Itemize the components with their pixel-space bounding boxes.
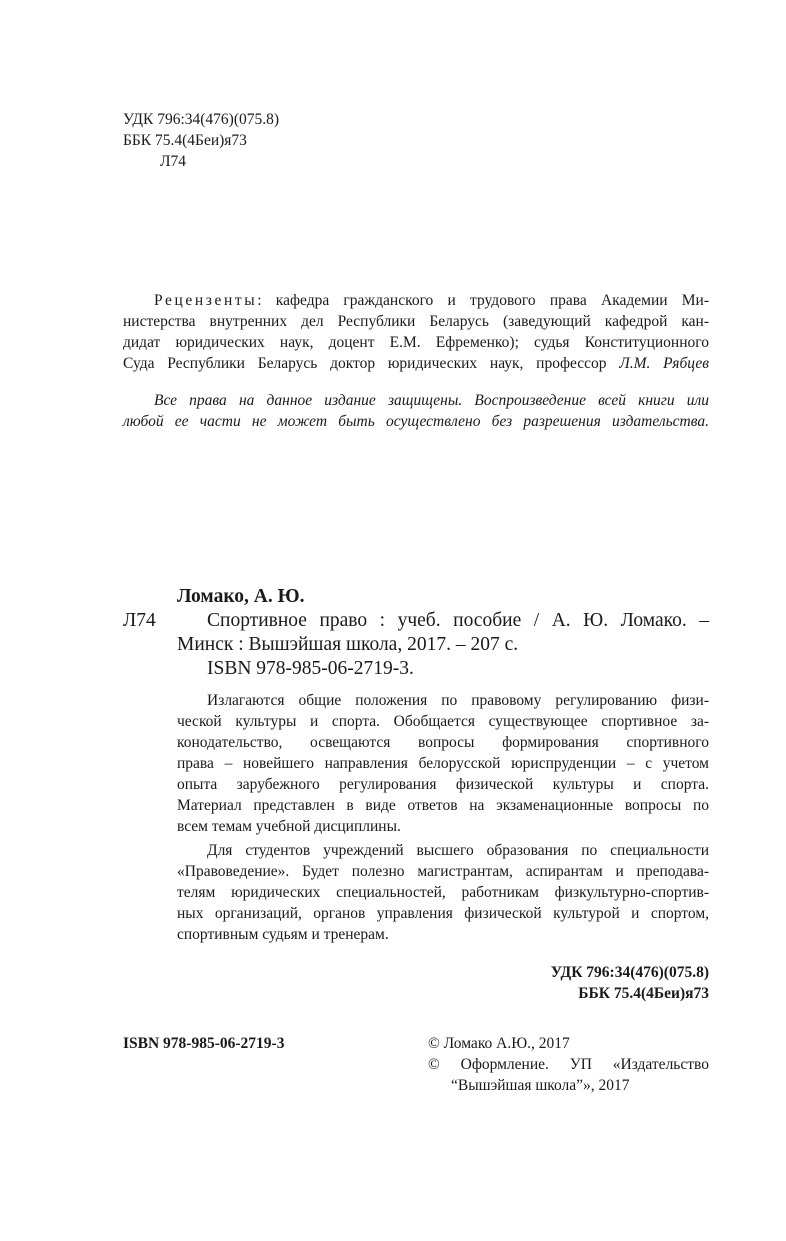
catalog-title-line: Спортивное право : учеб. пособие / А. Ю. Ломако. – (207, 610, 709, 631)
author-sign: Л74 (160, 153, 187, 170)
catalog-sign: Л74 (123, 610, 156, 631)
rights-notice (123, 390, 709, 432)
reviewers-line-2: нистерства внутренних дел Республики Беларусь (заведующий кафедрой кан- (123, 313, 709, 330)
abstract-line: опыта зарубежного регулирования физической культуры и спорта. (177, 776, 709, 793)
audience-line: Для студентов учреждений высшего образования по специальности (207, 842, 709, 859)
copyright-design-line-2: “Вышэйшая школа”», 2017 (451, 1077, 630, 1094)
catalog-isbn-line: ISBN 978-985-06-2719-3. (207, 658, 414, 679)
audience-line: «Правоведение». Будет полезно магистрантам, аспирантам и преподава- (177, 863, 709, 880)
reviewers-line-4 (123, 353, 709, 374)
reviewer-name: Л.М. Рябцев (619, 355, 709, 372)
footer-bbk-code: ББК 75.4(4Беи)я73 (578, 985, 709, 1002)
abstract-line: Материал представлен в виде ответов на экзаменационные вопросы по (177, 797, 709, 814)
rights-line-1: Все права на данное издание защищены. Воспроизведение всей книги или (154, 392, 709, 409)
isbn-number: ISBN 978-985-06-2719-3 (123, 1035, 285, 1052)
abstract-line: конодательство, освещаются вопросы формирования спортивного (177, 734, 709, 751)
catalog-publisher-line: Минск : Вышэйшая школа, 2017. – 207 с. (177, 634, 519, 655)
abstract-line: ческой культуры и спорта. Обобщается существующее спортивное за- (177, 713, 709, 730)
copyright-design-block (428, 1054, 709, 1075)
catalog-author: Ломако, А. Ю. (177, 586, 305, 607)
audience-line: спортивным судьям и тренерам. (177, 926, 389, 943)
reviewers-label: Рецензенты (154, 292, 258, 309)
bbk-code: ББК 75.4(4Беи)я73 (123, 132, 247, 149)
copyright-design-line-1: © Оформление. УП «Издательство (428, 1056, 709, 1073)
footer-udc-code: УДК 796:34(476)(075.8) (550, 964, 709, 981)
reviewers-block (123, 290, 709, 374)
udc-code: УДК 796:34(476)(075.8) (123, 111, 280, 128)
reviewers-text-1: : кафедра гражданского и трудового права Академии Ми- (257, 292, 709, 309)
abstract-paragraph-2 (177, 840, 709, 945)
abstract-line: всем темам учебной дисциплины. (177, 818, 401, 835)
reviewers-line-3: дидат юридических наук, доцент Е.М. Ефременко); судья Конституционного (123, 334, 709, 351)
catalog-title-block (177, 609, 709, 633)
rights-line-2: любой ее части не может быть осуществлено без разрешения издательства. (123, 413, 709, 430)
audience-line: ных организаций, органов управления физической культурой и спортом, (177, 905, 709, 922)
abstract-paragraph-1 (177, 690, 709, 837)
copyright-author: © Ломако А.Ю., 2017 (428, 1035, 570, 1052)
reviewers-text-4: Суда Республики Беларусь доктор юридических наук, профессор (123, 355, 620, 372)
reviewers-line-1 (123, 290, 709, 311)
audience-line: телям юридических специальностей, работникам физкультурно-спортив- (177, 884, 709, 901)
abstract-line: права – новейшего направления белорусской юриспруденции – с учетом (177, 755, 709, 772)
abstract-line: Излагаются общие положения по правовому регулированию физи- (207, 692, 709, 709)
